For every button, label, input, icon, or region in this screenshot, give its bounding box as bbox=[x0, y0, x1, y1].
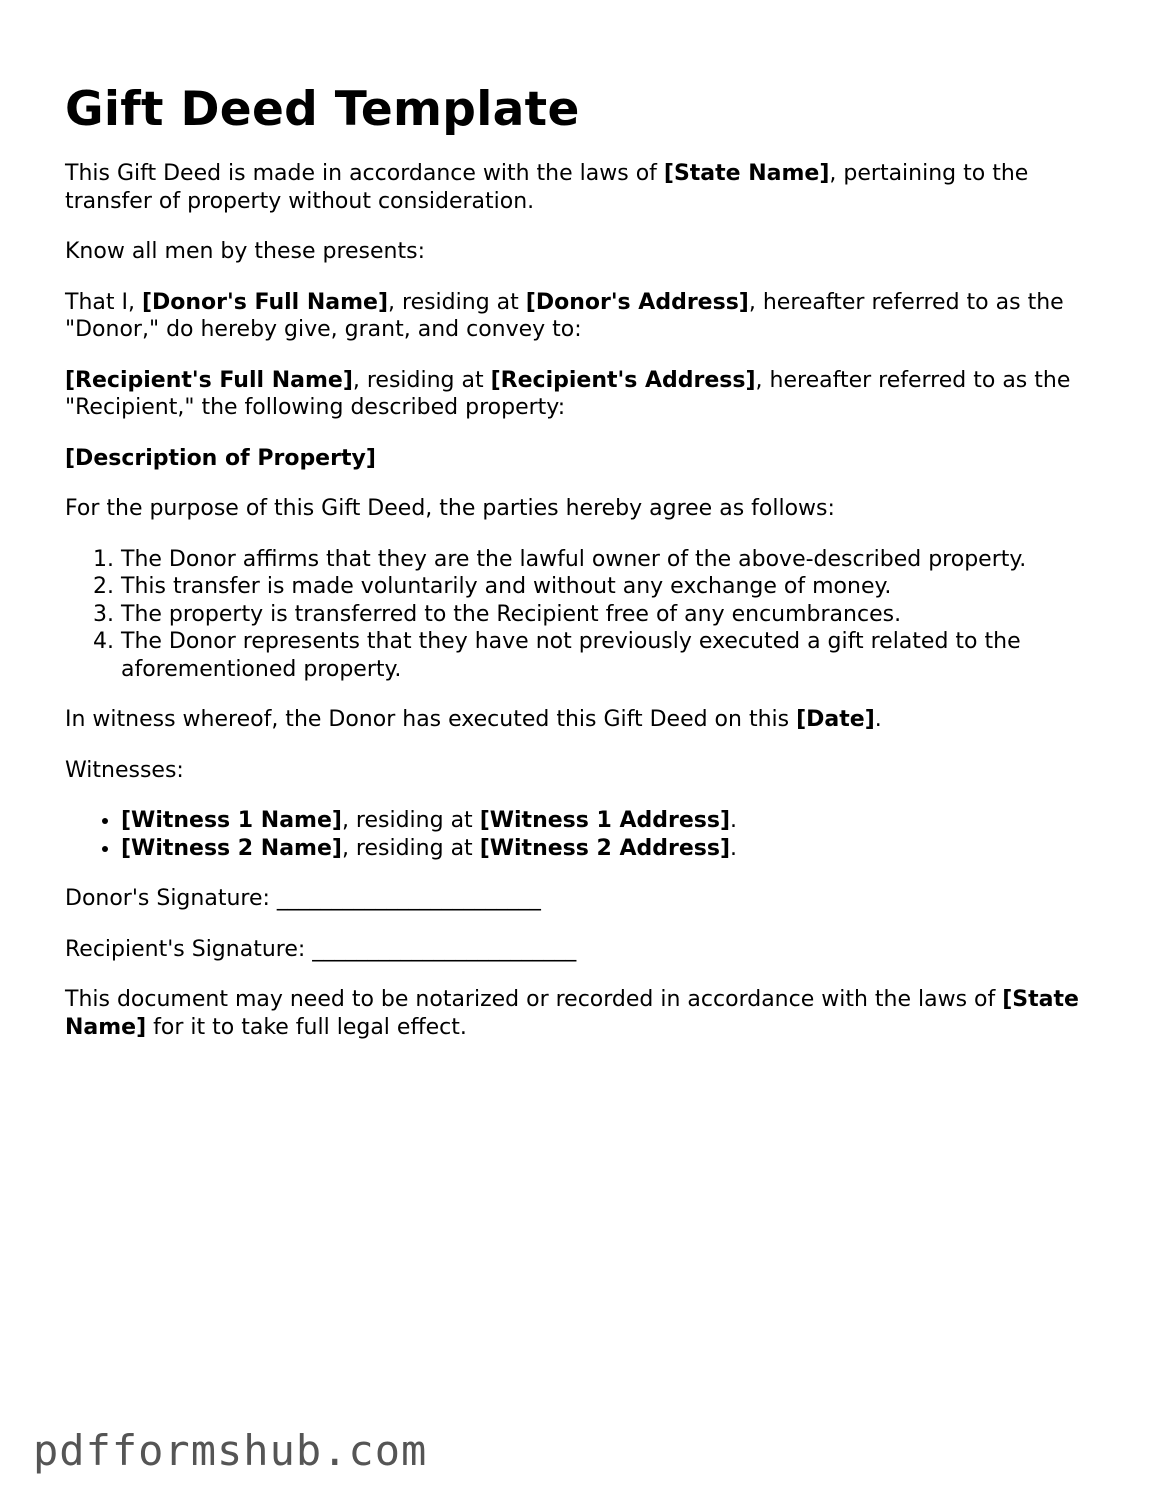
witness-end: . bbox=[730, 808, 738, 833]
document-page bbox=[65, 80, 1105, 1064]
witness-address-placeholder: [Witness 1 Address] bbox=[479, 808, 731, 833]
witness-item bbox=[121, 807, 1105, 835]
terms-list bbox=[65, 546, 1105, 684]
witness-clause bbox=[65, 706, 1105, 734]
donor-clause-text: That I, bbox=[65, 289, 142, 315]
witness-clause-end: . bbox=[874, 707, 882, 732]
term-item: 1. The Donor affirms that they are the lawful owner of the above-described property. bbox=[121, 546, 1105, 574]
intro-text-end: , pertaining to the transfer of property without consideration. bbox=[65, 161, 1029, 214]
intro-text: This Gift Deed is made in accordance with the laws of bbox=[65, 161, 664, 186]
intro-paragraph bbox=[65, 160, 1105, 215]
date-placeholder: [Date] bbox=[796, 707, 875, 732]
recipient-clause-text-2: , hereafter referred to as the "Recipient," the following described property: bbox=[65, 367, 1071, 420]
recipient-name-placeholder: [Recipient's Full Name] bbox=[65, 367, 353, 393]
term-item: 4. The Donor represents that they have not previously executed a gift related to the aforementioned property. bbox=[121, 628, 1105, 683]
watermark-text: pdfformshub.com bbox=[33, 1426, 428, 1475]
document-title: Gift Deed Template bbox=[65, 82, 580, 137]
witness-name-placeholder: [Witness 1 Name] bbox=[121, 808, 342, 833]
witness-item bbox=[121, 835, 1105, 863]
witness-clause-text: In witness whereof, the Donor has executed this Gift Deed on this bbox=[65, 707, 797, 732]
property-description-placeholder: [Description of Property] bbox=[65, 445, 376, 471]
donor-address-placeholder: [Donor's Address] bbox=[525, 289, 749, 315]
state-placeholder: [State Name] bbox=[65, 987, 1079, 1040]
property-description bbox=[65, 445, 1105, 473]
agreement-intro: For the purpose of this Gift Deed, the parties hereby agree as follows: bbox=[65, 496, 835, 521]
donor-clause-text-2: , residing at bbox=[388, 289, 526, 315]
witness-end: . bbox=[730, 835, 738, 861]
donor-clause bbox=[65, 289, 1105, 344]
witness-text: , residing at bbox=[341, 835, 480, 861]
state-placeholder: [State Name] bbox=[663, 161, 830, 186]
witness-text: , residing at bbox=[341, 808, 480, 833]
witness-address-placeholder: [Witness 2 Address] bbox=[479, 835, 731, 861]
witnesses-label: Witnesses: bbox=[65, 757, 184, 783]
term-item: 3. The property is transferred to the Recipient free of any encumbrances. bbox=[121, 601, 1105, 629]
term-item: 2. This transfer is made voluntarily and without any exchange of money. bbox=[121, 573, 1105, 601]
donor-clause-text-3: , hereafter referred to as the "Donor," do hereby give, grant, and convey to: bbox=[65, 289, 1064, 342]
witnesses-list bbox=[65, 807, 1105, 862]
closing-text-end: for it to take full legal effect. bbox=[146, 1014, 467, 1040]
recipient-address-placeholder: [Recipient's Address] bbox=[490, 367, 756, 393]
recipient-clause-text: , residing at bbox=[352, 367, 491, 393]
know-all-paragraph: Know all men by these presents: bbox=[65, 239, 425, 264]
recipient-clause bbox=[65, 367, 1105, 422]
closing-paragraph bbox=[65, 986, 1105, 1041]
witness-name-placeholder: [Witness 2 Name] bbox=[121, 835, 342, 861]
donor-name-placeholder: [Donor's Full Name] bbox=[141, 289, 389, 315]
closing-text: This document may need to be notarized or recorded in accordance with the laws of bbox=[65, 987, 1003, 1012]
recipient-signature-line: Recipient's Signature: ________________________ bbox=[65, 936, 577, 962]
donor-signature-line: Donor's Signature: ________________________ bbox=[65, 886, 541, 911]
